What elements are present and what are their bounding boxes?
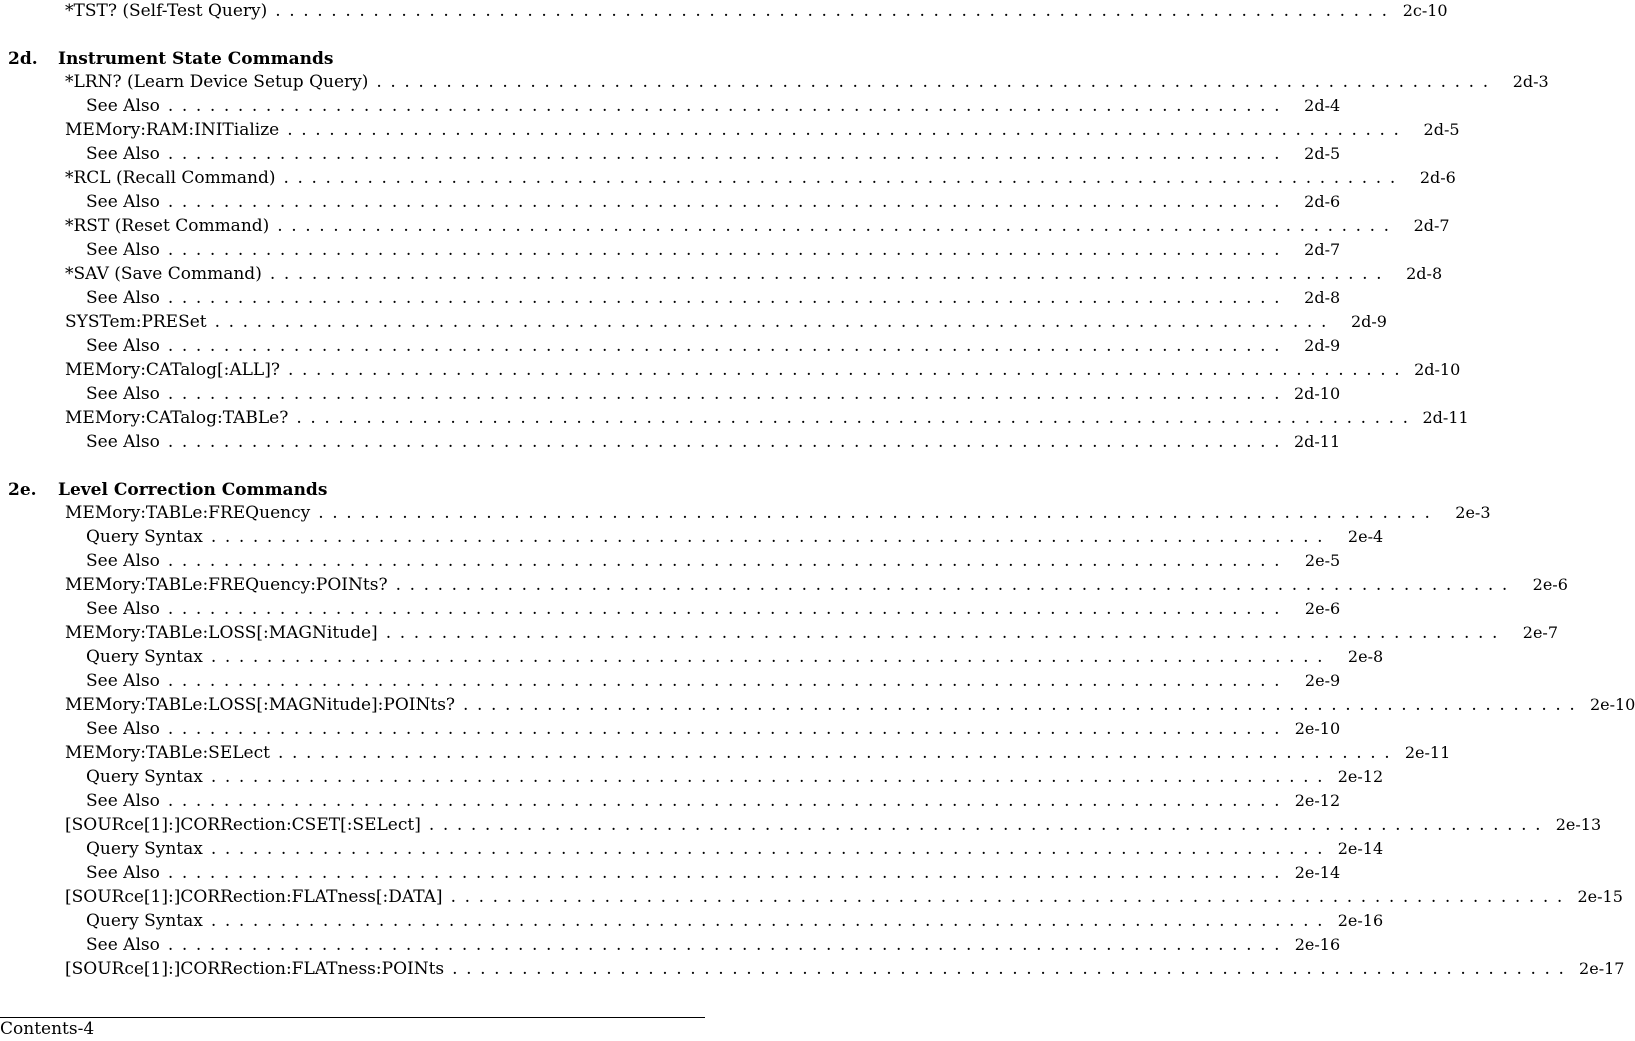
toc-subentry[interactable]: [86, 429, 1341, 452]
toc-entry-page: 2e-8: [1347, 647, 1384, 666]
toc-entry-page: 2d-10: [1293, 384, 1341, 403]
toc-entry-title: See Also: [86, 719, 168, 739]
section-number: 2e.: [8, 480, 37, 500]
toc-entry-page: 2d-7: [1413, 216, 1450, 235]
toc-entry-title: MEMory:TABLe:SELect: [65, 743, 278, 763]
toc-entry-page: 2d-8: [1304, 288, 1341, 307]
toc-entry-page: 2e-15: [1577, 887, 1623, 906]
toc-subentry[interactable]: [86, 932, 1341, 955]
toc-subentry[interactable]: [86, 285, 1341, 308]
toc-entry-title: [SOURce[1]:]CORRection:FLATness[:DATA]: [65, 887, 451, 907]
dot-leader: ................................................................................: [167, 144, 1289, 164]
dot-leader: ................................................................................: [167, 384, 1289, 404]
toc-entry-page: 2d-3: [1512, 72, 1549, 91]
toc-entry-title: Query Syntax: [86, 911, 211, 931]
toc-entry-title: Query Syntax: [86, 839, 211, 859]
toc-entry-page: 2d-10: [1414, 360, 1461, 379]
dot-leader: ................................................................................: [210, 767, 1332, 787]
toc-entry[interactable]: [65, 620, 1558, 643]
toc-entry-title: MEMory:TABLe:FREQuency:POINts?: [65, 575, 396, 595]
dot-leader: ................................................................................: [167, 599, 1289, 619]
dot-leader: ................................................................................: [385, 623, 1506, 643]
dot-leader: ................................................................................: [463, 695, 1584, 715]
dot-leader: ................................................................................: [167, 192, 1289, 212]
dot-leader: ................................................................................: [428, 815, 1550, 835]
toc-entry-title: *TST? (Self-Test Query): [65, 1, 275, 21]
toc-entry-page: 2e-9: [1304, 671, 1341, 690]
toc-entry-page: 2d-6: [1419, 168, 1456, 187]
section-number: 2d.: [8, 49, 38, 69]
toc-entry-page: 2e-6: [1304, 599, 1341, 618]
toc-entry-title: *RCL (Recall Command): [65, 168, 284, 188]
toc-entry-page: 2e-14: [1337, 839, 1384, 858]
toc-entry-title: See Also: [86, 671, 168, 691]
toc-entry-title: See Also: [86, 791, 168, 811]
toc-entry-title: Query Syntax: [86, 527, 211, 547]
toc-entry[interactable]: [65, 357, 1461, 380]
dot-leader: ................................................................................: [450, 887, 1571, 907]
section-title: Instrument State Commands: [58, 49, 334, 69]
dot-leader: ................................................................................: [287, 360, 1409, 380]
dot-leader: ................................................................................: [376, 72, 1497, 92]
toc-entry-title: See Also: [86, 432, 168, 452]
toc-entry-title: Query Syntax: [86, 767, 211, 787]
toc-entry[interactable]: [65, 500, 1491, 523]
toc-subentry[interactable]: [86, 237, 1341, 260]
dot-leader: ................................................................................: [395, 575, 1516, 595]
toc-entry-title: MEMory:TABLe:FREQuency: [65, 503, 318, 523]
toc-entry-title: See Also: [86, 240, 168, 260]
dot-leader: ................................................................................: [167, 935, 1289, 955]
toc-entry-title: See Also: [86, 288, 168, 308]
dot-leader: ................................................................................: [167, 863, 1289, 883]
section-heading-2d[interactable]: [8, 45, 333, 69]
dot-leader: ................................................................................: [167, 432, 1289, 452]
toc-subentry[interactable]: [86, 141, 1341, 164]
toc-entry-page: 2d-6: [1304, 192, 1341, 211]
dot-leader: ................................................................................: [167, 288, 1289, 308]
footer-page-label: Contents-4: [0, 1019, 95, 1039]
toc-entry-title: See Also: [86, 551, 168, 571]
dot-leader: ................................................................................: [318, 503, 1439, 523]
toc-entry-page: 2e-16: [1337, 911, 1384, 930]
toc-subentry[interactable]: [86, 189, 1341, 212]
toc-subentry[interactable]: [86, 524, 1384, 547]
toc-subentry[interactable]: [86, 908, 1384, 931]
toc-entry[interactable]: [65, 572, 1568, 595]
toc-entry-page: 2e-13: [1555, 815, 1602, 834]
toc-entry[interactable]: [65, 69, 1549, 92]
toc-entry[interactable]: [65, 956, 1625, 979]
toc-entry[interactable]: [65, 812, 1602, 835]
dot-leader: ................................................................................: [275, 1, 1396, 21]
dot-leader: ................................................................................: [167, 551, 1289, 571]
toc-entry-title: See Also: [86, 599, 168, 619]
toc-entry-page: 2d-8: [1406, 264, 1443, 283]
toc-entry-page: 2d-4: [1304, 96, 1341, 115]
dot-leader: ................................................................................: [214, 312, 1335, 332]
dot-leader: ................................................................................: [210, 647, 1332, 667]
dot-leader: ................................................................................: [210, 911, 1332, 931]
toc-entry[interactable]: [65, 740, 1451, 763]
toc-entry-title: See Also: [86, 935, 168, 955]
toc-entry-page: 2d-9: [1350, 312, 1387, 331]
toc-entry-page: 2e-10: [1589, 695, 1635, 714]
section-heading-2e[interactable]: [8, 476, 327, 500]
toc-subentry[interactable]: [86, 860, 1341, 883]
dot-leader: ................................................................................: [167, 791, 1289, 811]
toc-entry[interactable]: [65, 309, 1387, 332]
toc-entry-page: 2e-12: [1337, 767, 1384, 786]
toc-entry-page: 2e-16: [1294, 935, 1341, 954]
toc-entry-page: 2d-11: [1422, 408, 1469, 427]
toc-entry[interactable]: [65, 261, 1443, 284]
toc-entry[interactable]: [65, 405, 1469, 428]
toc-entry[interactable]: [65, 213, 1450, 236]
toc-subentry[interactable]: [86, 668, 1341, 691]
toc-entry-page: 2e-11: [1404, 743, 1451, 762]
toc-entry-page: 2d-9: [1304, 336, 1341, 355]
dot-leader: ................................................................................: [452, 959, 1573, 979]
toc-entry-title: *RST (Reset Command): [65, 216, 277, 236]
toc-subentry[interactable]: [86, 596, 1341, 619]
toc-entry-title: See Also: [86, 384, 168, 404]
toc-entry[interactable]: [65, 692, 1635, 715]
toc-subentry[interactable]: [86, 836, 1384, 859]
toc-entry[interactable]: [65, 165, 1456, 188]
footer-rule: [0, 1017, 705, 1018]
toc-subentry[interactable]: [86, 381, 1341, 404]
toc-entry-page: 2e-10: [1294, 719, 1341, 738]
dot-leader: ................................................................................: [167, 96, 1289, 116]
toc-entry-title: [SOURce[1]:]CORRection:CSET[:SELect]: [65, 815, 429, 835]
toc-entry[interactable]: [65, 117, 1460, 140]
toc-subentry[interactable]: [86, 764, 1384, 787]
toc-subentry[interactable]: [86, 716, 1341, 739]
toc-entry-title: See Also: [86, 336, 168, 356]
toc-entry-title: *LRN? (Learn Device Setup Query): [65, 72, 376, 92]
toc-entry[interactable]: [65, 884, 1623, 907]
toc-entry-title: [SOURce[1]:]CORRection:FLATness:POINts: [65, 959, 452, 979]
toc-entry-title: See Also: [86, 192, 168, 212]
toc-entry-title: MEMory:TABLe:LOSS[:MAGNitude]:POINts?: [65, 695, 463, 715]
dot-leader: ................................................................................: [277, 216, 1398, 236]
toc-entry-title: See Also: [86, 144, 168, 164]
toc-subentry[interactable]: [86, 644, 1384, 667]
toc-entry[interactable]: [65, 0, 1448, 21]
toc-entry-page: 2d-7: [1304, 240, 1341, 259]
toc-entry-page: 2e-5: [1304, 551, 1341, 570]
toc-entry-title: See Also: [86, 863, 168, 883]
toc-entry-page: 2e-17: [1579, 959, 1625, 978]
dot-leader: ................................................................................: [167, 240, 1289, 260]
dot-leader: ................................................................................: [277, 743, 1399, 763]
toc-entry-page: 2e-3: [1455, 503, 1491, 522]
dot-leader: ................................................................................: [210, 527, 1332, 547]
section-title: Level Correction Commands: [58, 480, 328, 500]
toc-subentry[interactable]: [86, 548, 1341, 571]
toc-entry-title: SYSTem:PRESet: [65, 312, 215, 332]
toc-entry-title: See Also: [86, 96, 168, 116]
toc-subentry[interactable]: [86, 333, 1341, 356]
toc-entry-page: 2e-14: [1294, 863, 1341, 882]
toc-entry-title: MEMory:CATalog:TABLe?: [65, 408, 296, 428]
dot-leader: ................................................................................: [167, 336, 1289, 356]
toc-entry-page: 2c-10: [1402, 1, 1448, 20]
dot-leader: ................................................................................: [167, 719, 1289, 739]
toc-entry-page: 2e-6: [1532, 575, 1568, 594]
dot-leader: ................................................................................: [269, 264, 1391, 284]
toc-entry-page: 2d-5: [1423, 120, 1460, 139]
toc-entry-title: *SAV (Save Command): [65, 264, 270, 284]
toc-entry-title: MEMory:TABLe:LOSS[:MAGNitude]: [65, 623, 386, 643]
toc-entry-page: 2e-4: [1347, 527, 1384, 546]
dot-leader: ................................................................................: [283, 168, 1404, 188]
toc-entry-title: MEMory:CATalog[:ALL]?: [65, 360, 288, 380]
toc-entry-title: Query Syntax: [86, 647, 211, 667]
toc-entry-page: 2d-11: [1293, 432, 1341, 451]
toc-entry-page: 2e-7: [1522, 623, 1558, 642]
dot-leader: ................................................................................: [296, 408, 1417, 428]
toc-subentry[interactable]: [86, 93, 1341, 116]
toc-entry-page: 2d-5: [1304, 144, 1341, 163]
toc-entry-page: 2e-12: [1294, 791, 1341, 810]
dot-leader: ................................................................................: [210, 839, 1332, 859]
dot-leader: ................................................................................: [287, 120, 1408, 140]
dot-leader: ................................................................................: [167, 671, 1289, 691]
toc-subentry[interactable]: [86, 788, 1341, 811]
toc-entry-title: MEMory:RAM:INITialize: [65, 120, 287, 140]
